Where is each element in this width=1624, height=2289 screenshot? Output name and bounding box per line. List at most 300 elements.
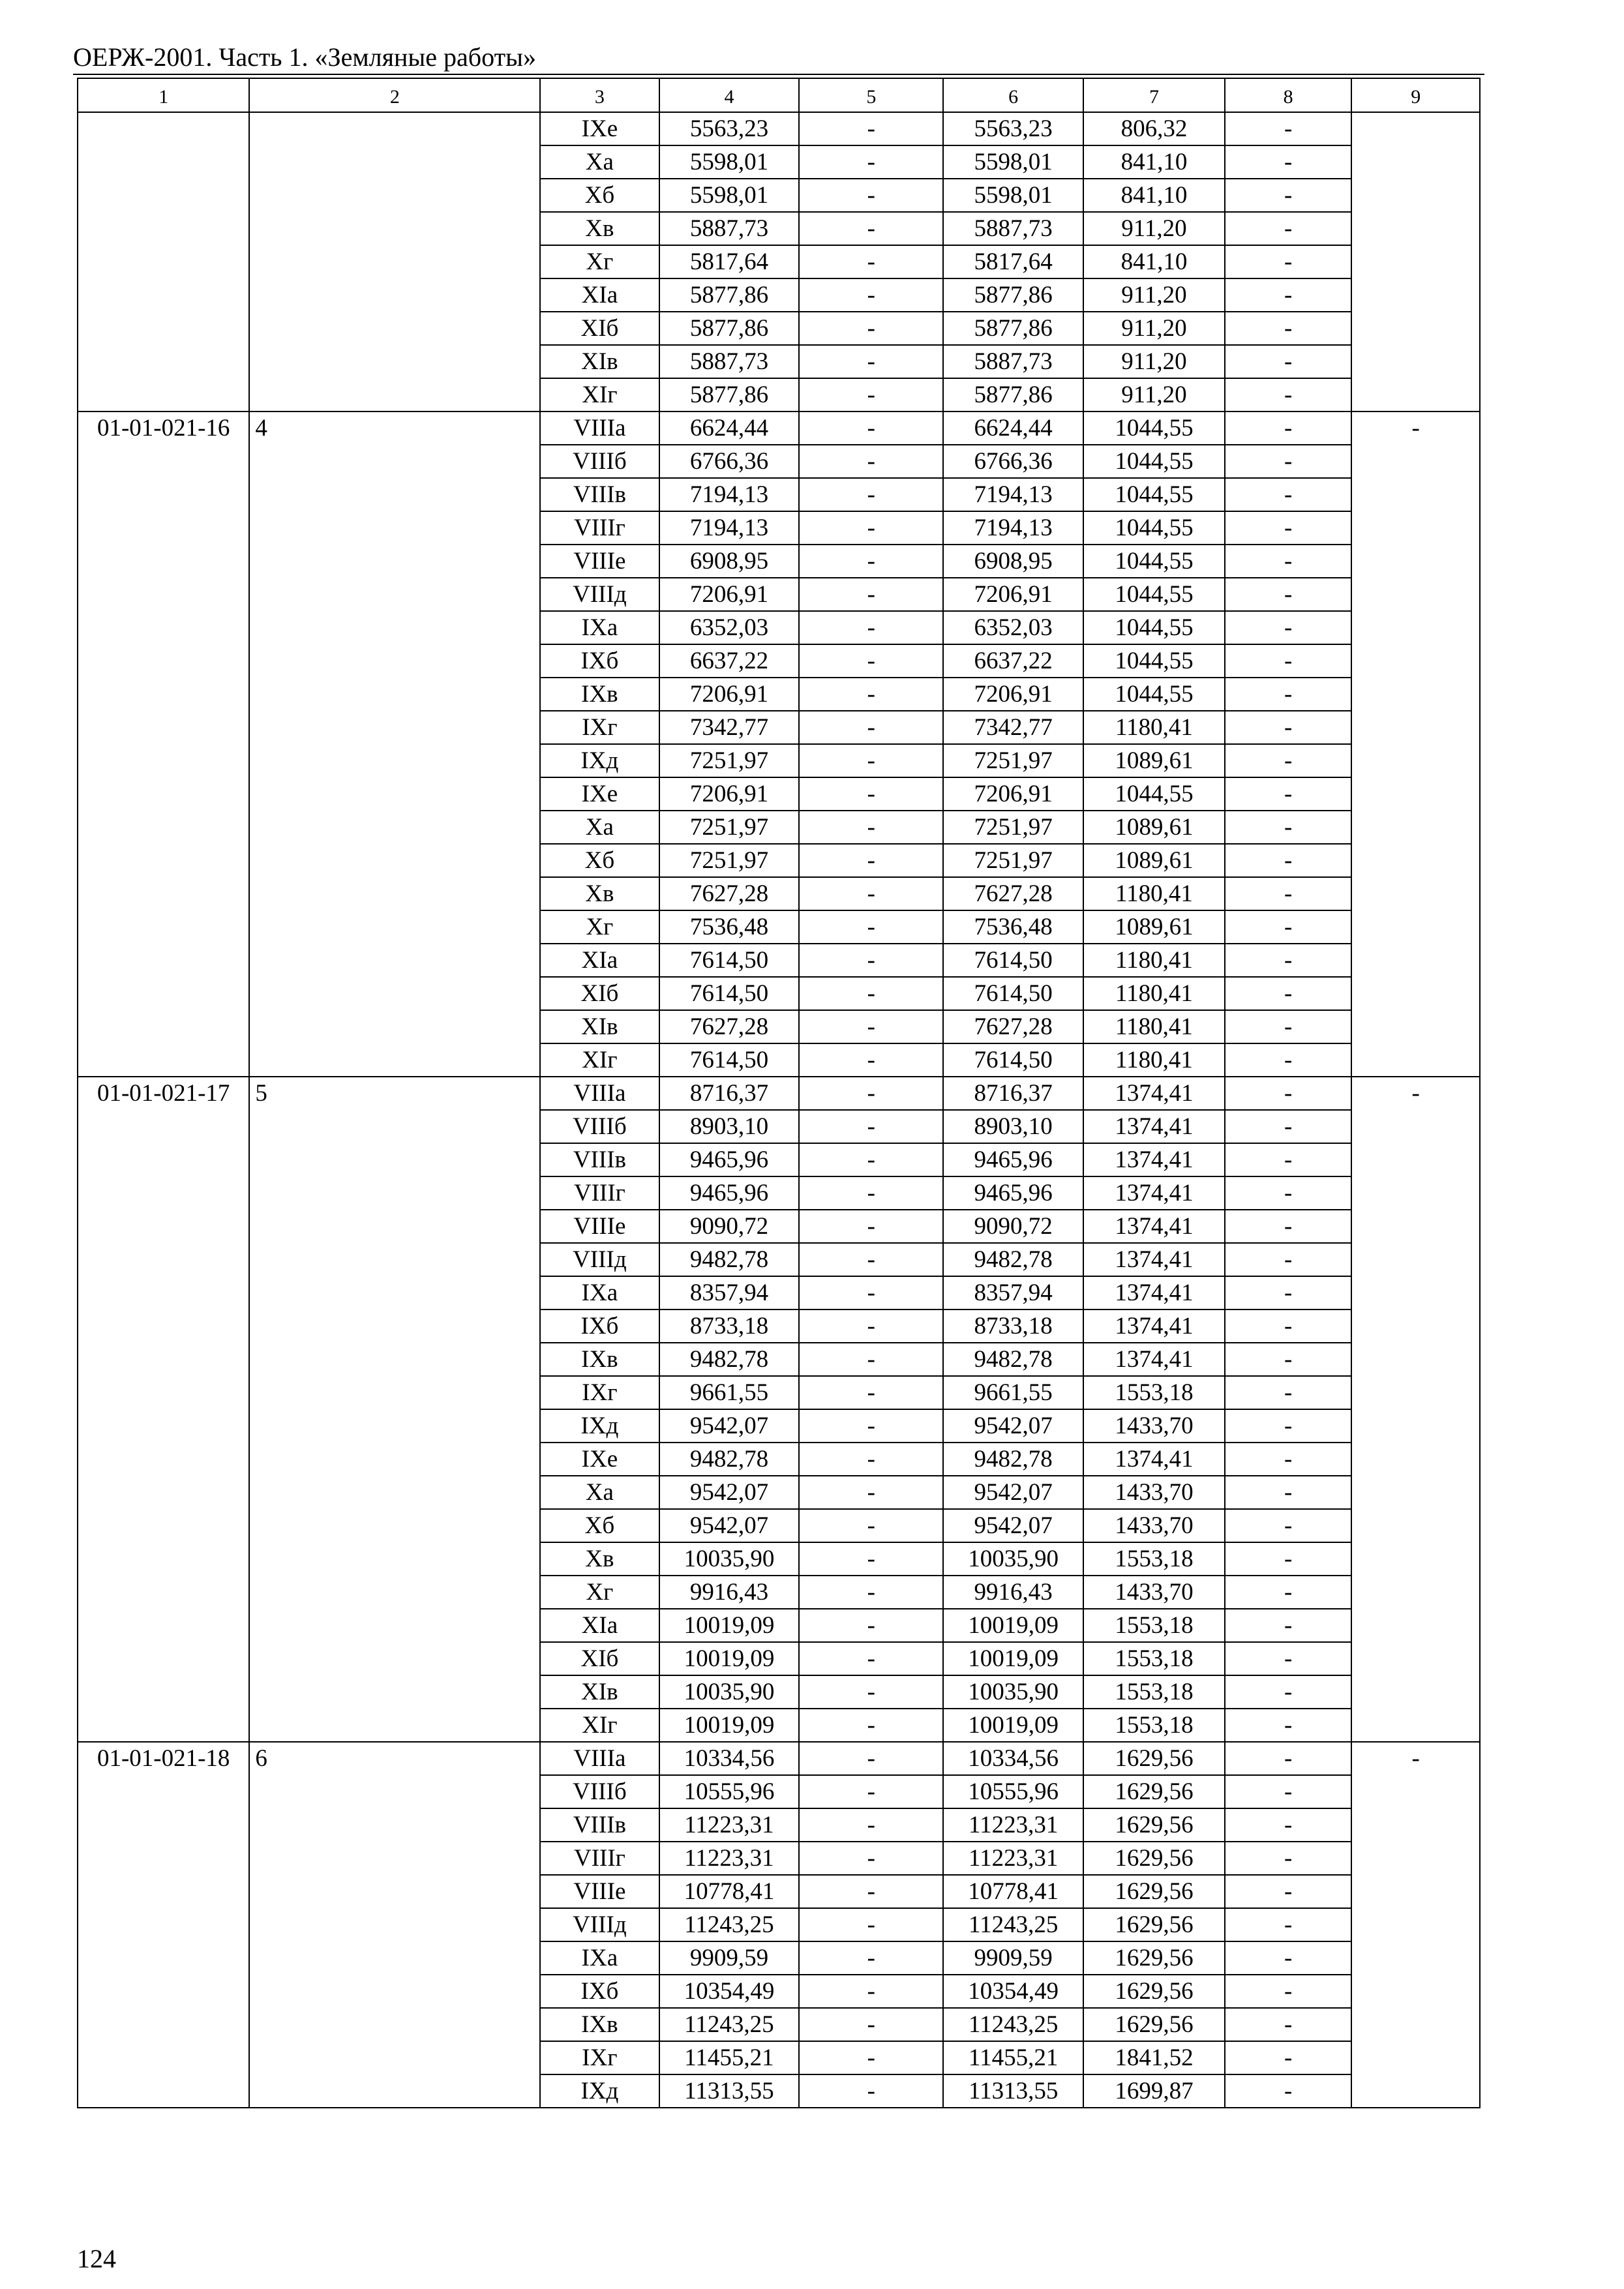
- table-cell: -: [799, 511, 943, 545]
- table-cell: 1629,56: [1083, 2008, 1225, 2041]
- table-cell: -: [1225, 811, 1352, 844]
- table-cell: 6766,36: [659, 445, 800, 478]
- table-cell: -: [799, 1010, 943, 1043]
- table-cell: -: [1225, 1675, 1352, 1709]
- table-cell: 1374,41: [1083, 1176, 1225, 1210]
- table-cell: 10354,49: [943, 1975, 1083, 2008]
- table-cell: -: [1225, 611, 1352, 644]
- table-cell: 11313,55: [659, 2074, 800, 2108]
- table-cell: -: [799, 711, 943, 744]
- table-cell: XIб: [540, 312, 659, 345]
- table-cell: 5817,64: [659, 245, 800, 278]
- table-cell: 7342,77: [943, 711, 1083, 744]
- table-cell: -: [1225, 1476, 1352, 1509]
- table-cell: 1044,55: [1083, 611, 1225, 644]
- table-cell: IXд: [540, 1409, 659, 1443]
- table-cell: 7251,97: [659, 811, 800, 844]
- table-cell: 9542,07: [943, 1476, 1083, 1509]
- table-cell: -: [799, 212, 943, 245]
- table-cell: 1044,55: [1083, 545, 1225, 578]
- table-cell: -: [799, 1775, 943, 1808]
- table-cell: -: [799, 2041, 943, 2074]
- table-cell: 5887,73: [943, 345, 1083, 378]
- table-cell: 5877,86: [943, 378, 1083, 411]
- table-cell: 7627,28: [659, 1010, 800, 1043]
- table-cell: 7194,13: [659, 478, 800, 511]
- table-cell: 9661,55: [943, 1376, 1083, 1409]
- table-cell: -: [1225, 312, 1352, 345]
- table-cell: XIв: [540, 345, 659, 378]
- table-cell: -: [799, 345, 943, 378]
- table-cell: 9482,78: [659, 1443, 800, 1476]
- table-cell: 1374,41: [1083, 1243, 1225, 1276]
- column-header: 1: [78, 78, 249, 112]
- table-cell: 11223,31: [943, 1808, 1083, 1842]
- table-cell: -: [799, 1842, 943, 1875]
- table-cell: 9909,59: [943, 1941, 1083, 1975]
- table-cell: -: [799, 545, 943, 578]
- table-cell: 9482,78: [943, 1343, 1083, 1376]
- table-cell: -: [799, 1176, 943, 1210]
- table-cell: VIIIв: [540, 478, 659, 511]
- table-cell: 1629,56: [1083, 1842, 1225, 1875]
- table-cell: 1629,56: [1083, 1875, 1225, 1908]
- table-cell: -: [1225, 2074, 1352, 2108]
- table-cell: -: [1225, 445, 1352, 478]
- table-cell: 6637,22: [659, 644, 800, 678]
- table-cell: -: [799, 1343, 943, 1376]
- column-number-row: [78, 78, 1480, 112]
- table-cell: -: [1225, 1642, 1352, 1675]
- table-cell: VIIIб: [540, 445, 659, 478]
- table-cell: -: [1225, 545, 1352, 578]
- table-cell: VIIIг: [540, 511, 659, 545]
- table-cell: -: [1225, 378, 1352, 411]
- table-cell: 841,10: [1083, 245, 1225, 278]
- rate-code-cell: 01-01-021-18: [78, 1742, 249, 2108]
- column-header: 5: [799, 78, 943, 112]
- table-cell: IXв: [540, 1343, 659, 1376]
- table-cell: 9482,78: [659, 1243, 800, 1276]
- table-cell: IXв: [540, 2008, 659, 2041]
- table-cell: 1433,70: [1083, 1576, 1225, 1609]
- table-cell: 6766,36: [943, 445, 1083, 478]
- table-cell: 11243,25: [659, 2008, 800, 2041]
- table-cell: VIIIе: [540, 1875, 659, 1908]
- table-row: [78, 1742, 1480, 1775]
- table-cell: 1374,41: [1083, 1443, 1225, 1476]
- column-2-cell: 5: [249, 1077, 540, 1742]
- table-cell: XIа: [540, 944, 659, 977]
- table-cell: VIIIв: [540, 1808, 659, 1842]
- table-cell: 1629,56: [1083, 1808, 1225, 1842]
- page-number: 124: [77, 2244, 116, 2273]
- table-cell: VIIIг: [540, 1842, 659, 1875]
- table-cell: 1553,18: [1083, 1709, 1225, 1742]
- table-cell: 10019,09: [659, 1642, 800, 1675]
- table-cell: Xа: [540, 1476, 659, 1509]
- table-cell: -: [1225, 1742, 1352, 1775]
- table-cell: -: [799, 2074, 943, 2108]
- table-cell: 9542,07: [943, 1509, 1083, 1542]
- table-cell: 9542,07: [943, 1409, 1083, 1443]
- table-cell: -: [799, 312, 943, 345]
- table-cell: 7614,50: [943, 977, 1083, 1010]
- table-cell: 7614,50: [943, 944, 1083, 977]
- table-cell: 5598,01: [943, 179, 1083, 212]
- table-cell: 7342,77: [659, 711, 800, 744]
- table-cell: IXд: [540, 2074, 659, 2108]
- table-cell: -: [1225, 644, 1352, 678]
- table-cell: 11455,21: [659, 2041, 800, 2074]
- table-cell: -: [799, 977, 943, 1010]
- table-cell: -: [1225, 1941, 1352, 1975]
- table-cell: 9542,07: [659, 1476, 800, 1509]
- table-cell: -: [799, 644, 943, 678]
- table-cell: 5877,86: [943, 278, 1083, 312]
- table-cell: -: [799, 1276, 943, 1309]
- table-row: [78, 112, 1480, 145]
- table-cell: VIIIа: [540, 1742, 659, 1775]
- table-cell: 11223,31: [659, 1808, 800, 1842]
- table-cell: -: [1225, 212, 1352, 245]
- table-cell: 1433,70: [1083, 1509, 1225, 1542]
- table-cell: 10035,90: [659, 1675, 800, 1709]
- table-cell: 5563,23: [943, 112, 1083, 145]
- table-cell: Xг: [540, 1576, 659, 1609]
- table-cell: 1374,41: [1083, 1343, 1225, 1376]
- table-cell: 5563,23: [659, 112, 800, 145]
- table-cell: 9542,07: [659, 1409, 800, 1443]
- table-cell: -: [799, 278, 943, 312]
- table-cell: -: [799, 1243, 943, 1276]
- table-cell: 7206,91: [659, 578, 800, 611]
- column-2-cell: 6: [249, 1742, 540, 2108]
- table-cell: -: [799, 1409, 943, 1443]
- table-cell: XIа: [540, 1609, 659, 1642]
- table-cell: -: [1225, 278, 1352, 312]
- table-cell: 6624,44: [659, 411, 800, 445]
- table-cell: 1044,55: [1083, 678, 1225, 711]
- table-cell: 1089,61: [1083, 910, 1225, 944]
- table-cell: 8903,10: [659, 1110, 800, 1143]
- table-cell: -: [1225, 910, 1352, 944]
- table-cell: -: [799, 1742, 943, 1775]
- table-cell: 7251,97: [943, 844, 1083, 877]
- table-cell: IXе: [540, 1443, 659, 1476]
- table-cell: -: [1225, 1842, 1352, 1875]
- table-cell: 7536,48: [943, 910, 1083, 944]
- rate-code-cell: 01-01-021-17: [78, 1077, 249, 1742]
- table-cell: 9465,96: [659, 1176, 800, 1210]
- table-cell: -: [1225, 744, 1352, 777]
- table-cell: 7206,91: [943, 578, 1083, 611]
- table-cell: -: [799, 112, 943, 145]
- table-cell: 5877,86: [659, 278, 800, 312]
- table-cell: 7206,91: [659, 777, 800, 811]
- table-cell: 10035,90: [659, 1542, 800, 1576]
- table-cell: 1374,41: [1083, 1110, 1225, 1143]
- table-cell: VIIIб: [540, 1775, 659, 1808]
- table-cell: 10019,09: [943, 1709, 1083, 1742]
- table-cell: 911,20: [1083, 345, 1225, 378]
- table-cell: 7206,91: [943, 777, 1083, 811]
- table-cell: -: [1225, 145, 1352, 179]
- table-cell: -: [799, 1077, 943, 1110]
- table-cell: -: [1225, 2041, 1352, 2074]
- table-cell: -: [1225, 1808, 1352, 1842]
- table-cell: 11243,25: [659, 1908, 800, 1941]
- table-cell: -: [799, 1043, 943, 1077]
- table-cell: -: [1225, 1276, 1352, 1309]
- rate-code-cell: 01-01-021-16: [78, 411, 249, 1077]
- table-cell: -: [1225, 1509, 1352, 1542]
- table-cell: 9909,59: [659, 1941, 800, 1975]
- table-cell: -: [1225, 511, 1352, 545]
- table-cell: -: [799, 1941, 943, 1975]
- table-cell: IXа: [540, 611, 659, 644]
- table-cell: 8716,37: [659, 1077, 800, 1110]
- table-cell: -: [1225, 1309, 1352, 1343]
- table-cell: -: [1225, 1908, 1352, 1941]
- table-cell: Xв: [540, 1542, 659, 1576]
- table-cell: -: [799, 611, 943, 644]
- table-cell: 6624,44: [943, 411, 1083, 445]
- table-cell: -: [799, 1443, 943, 1476]
- table-cell: 9465,96: [943, 1143, 1083, 1176]
- column-header: 9: [1351, 78, 1480, 112]
- table-cell: -: [799, 1975, 943, 2008]
- table-cell: 1629,56: [1083, 1975, 1225, 2008]
- table-cell: 9090,72: [659, 1210, 800, 1243]
- table-cell: 6352,03: [659, 611, 800, 644]
- table-cell: 1629,56: [1083, 1908, 1225, 1941]
- table-cell: VIIIд: [540, 578, 659, 611]
- table-cell: 10334,56: [659, 1742, 800, 1775]
- column-9-cell: [1351, 112, 1480, 411]
- table-cell: -: [1225, 1875, 1352, 1908]
- table-cell: 1374,41: [1083, 1309, 1225, 1343]
- column-9-cell: -: [1351, 411, 1480, 1077]
- table-cell: 7614,50: [659, 944, 800, 977]
- table-cell: -: [1225, 844, 1352, 877]
- table-cell: 1553,18: [1083, 1542, 1225, 1576]
- table-cell: -: [799, 245, 943, 278]
- table-cell: Xб: [540, 179, 659, 212]
- table-cell: -: [1225, 1409, 1352, 1443]
- table-cell: -: [799, 1309, 943, 1343]
- table-cell: 7206,91: [659, 678, 800, 711]
- table-cell: 1180,41: [1083, 1043, 1225, 1077]
- table-cell: 10555,96: [943, 1775, 1083, 1808]
- table-cell: 7251,97: [659, 744, 800, 777]
- table-cell: 7614,50: [659, 977, 800, 1010]
- table-cell: 6908,95: [659, 545, 800, 578]
- table-cell: 1433,70: [1083, 1476, 1225, 1509]
- table-cell: XIв: [540, 1010, 659, 1043]
- table-cell: IXг: [540, 711, 659, 744]
- table-cell: VIIIа: [540, 411, 659, 445]
- table-cell: -: [799, 2008, 943, 2041]
- table-cell: 7251,97: [943, 744, 1083, 777]
- table-cell: IXб: [540, 644, 659, 678]
- table-cell: 8357,94: [659, 1276, 800, 1309]
- table-cell: -: [799, 1908, 943, 1941]
- table-cell: 11455,21: [943, 2041, 1083, 2074]
- table-cell: 7194,13: [659, 511, 800, 545]
- table-cell: XIг: [540, 1043, 659, 1077]
- table-cell: -: [1225, 1709, 1352, 1742]
- table-cell: -: [1225, 977, 1352, 1010]
- table-cell: 9465,96: [943, 1176, 1083, 1210]
- table-cell: -: [1225, 944, 1352, 977]
- table-cell: 10778,41: [943, 1875, 1083, 1908]
- table-cell: 1180,41: [1083, 944, 1225, 977]
- table-cell: -: [1225, 1110, 1352, 1143]
- table-cell: 9482,78: [943, 1443, 1083, 1476]
- table-cell: -: [1225, 1176, 1352, 1210]
- table-cell: VIIIа: [540, 1077, 659, 1110]
- table-cell: 10555,96: [659, 1775, 800, 1808]
- table-cell: XIа: [540, 278, 659, 312]
- table-cell: 5598,01: [659, 145, 800, 179]
- table-cell: Xб: [540, 844, 659, 877]
- table-cell: -: [1225, 1775, 1352, 1808]
- table-cell: XIг: [540, 378, 659, 411]
- table-cell: VIIIг: [540, 1176, 659, 1210]
- table-cell: -: [1225, 345, 1352, 378]
- table-cell: 11243,25: [943, 1908, 1083, 1941]
- table-cell: IXа: [540, 1276, 659, 1309]
- table-cell: 911,20: [1083, 212, 1225, 245]
- table-cell: 1841,52: [1083, 2041, 1225, 2074]
- table-cell: -: [1225, 678, 1352, 711]
- table-cell: -: [799, 1110, 943, 1143]
- table-cell: 911,20: [1083, 378, 1225, 411]
- table-cell: 7627,28: [659, 877, 800, 910]
- table-cell: IXе: [540, 112, 659, 145]
- table-cell: 1374,41: [1083, 1143, 1225, 1176]
- table-cell: 7251,97: [943, 811, 1083, 844]
- table-cell: 7627,28: [943, 1010, 1083, 1043]
- column-header: 4: [659, 78, 800, 112]
- table-cell: 9465,96: [659, 1143, 800, 1176]
- table-cell: 9916,43: [659, 1576, 800, 1609]
- table-cell: 1553,18: [1083, 1642, 1225, 1675]
- table-cell: 1374,41: [1083, 1210, 1225, 1243]
- table-cell: -: [1225, 1243, 1352, 1276]
- table-cell: Xа: [540, 811, 659, 844]
- table-cell: 6637,22: [943, 644, 1083, 678]
- table-cell: 5887,73: [659, 212, 800, 245]
- table-cell: -: [799, 910, 943, 944]
- table-cell: Xб: [540, 1509, 659, 1542]
- table-cell: 1180,41: [1083, 977, 1225, 1010]
- table-cell: IXе: [540, 777, 659, 811]
- table-cell: 5598,01: [659, 179, 800, 212]
- table-cell: -: [799, 1808, 943, 1842]
- table-cell: 5598,01: [943, 145, 1083, 179]
- table-cell: 9916,43: [943, 1576, 1083, 1609]
- table-cell: -: [799, 1542, 943, 1576]
- table-cell: -: [1225, 1343, 1352, 1376]
- rates-table: [77, 78, 1481, 2108]
- table-cell: 1553,18: [1083, 1609, 1225, 1642]
- table-cell: 10019,09: [659, 1709, 800, 1742]
- table-cell: 7251,97: [659, 844, 800, 877]
- table-cell: 7194,13: [943, 478, 1083, 511]
- table-cell: 11243,25: [943, 2008, 1083, 2041]
- table-cell: 9542,07: [659, 1509, 800, 1542]
- table-cell: -: [1225, 1210, 1352, 1243]
- table-cell: IXб: [540, 1975, 659, 2008]
- table-cell: -: [1225, 1609, 1352, 1642]
- table-cell: 5817,64: [943, 245, 1083, 278]
- column-header: 8: [1225, 78, 1352, 112]
- table-cell: 8357,94: [943, 1276, 1083, 1309]
- table-cell: 10778,41: [659, 1875, 800, 1908]
- table-cell: Xа: [540, 145, 659, 179]
- table-cell: 11223,31: [659, 1842, 800, 1875]
- table-cell: 5887,73: [659, 345, 800, 378]
- table-cell: 10019,09: [943, 1609, 1083, 1642]
- table-cell: -: [1225, 578, 1352, 611]
- table-cell: -: [1225, 1143, 1352, 1176]
- table-cell: 9090,72: [943, 1210, 1083, 1243]
- table-cell: 1044,55: [1083, 777, 1225, 811]
- table-cell: IXв: [540, 678, 659, 711]
- table-cell: XIб: [540, 977, 659, 1010]
- table-cell: 911,20: [1083, 312, 1225, 345]
- table-cell: 9661,55: [659, 1376, 800, 1409]
- table-cell: 1044,55: [1083, 478, 1225, 511]
- table-cell: IXд: [540, 744, 659, 777]
- table-cell: -: [1225, 877, 1352, 910]
- table-cell: -: [1225, 1043, 1352, 1077]
- table-cell: 1089,61: [1083, 811, 1225, 844]
- table-cell: 7614,50: [659, 1043, 800, 1077]
- table-cell: -: [1225, 1542, 1352, 1576]
- table-cell: 9482,78: [943, 1243, 1083, 1276]
- table-cell: -: [1225, 245, 1352, 278]
- table-cell: -: [1225, 1443, 1352, 1476]
- table-cell: 1044,55: [1083, 411, 1225, 445]
- table-row: [78, 1077, 1480, 1110]
- table-cell: IXг: [540, 2041, 659, 2074]
- table-cell: XIб: [540, 1642, 659, 1675]
- table-cell: VIIIд: [540, 1908, 659, 1941]
- table-cell: -: [1225, 1010, 1352, 1043]
- column-9-cell: -: [1351, 1742, 1480, 2108]
- table-cell: 1699,87: [1083, 2074, 1225, 2108]
- table-cell: -: [799, 777, 943, 811]
- table-cell: 8716,37: [943, 1077, 1083, 1110]
- table-cell: 1374,41: [1083, 1077, 1225, 1110]
- table-cell: 1044,55: [1083, 445, 1225, 478]
- table-cell: -: [1225, 411, 1352, 445]
- table-cell: 5877,86: [943, 312, 1083, 345]
- table-cell: 9482,78: [659, 1343, 800, 1376]
- table-cell: 1433,70: [1083, 1409, 1225, 1443]
- table-cell: 1553,18: [1083, 1376, 1225, 1409]
- table-cell: 1044,55: [1083, 511, 1225, 545]
- table-cell: -: [799, 179, 943, 212]
- table-cell: 5877,86: [659, 312, 800, 345]
- rate-code-cell: [78, 112, 249, 411]
- table-cell: VIIIв: [540, 1143, 659, 1176]
- table-cell: -: [1225, 1576, 1352, 1609]
- table-cell: 10019,09: [943, 1642, 1083, 1675]
